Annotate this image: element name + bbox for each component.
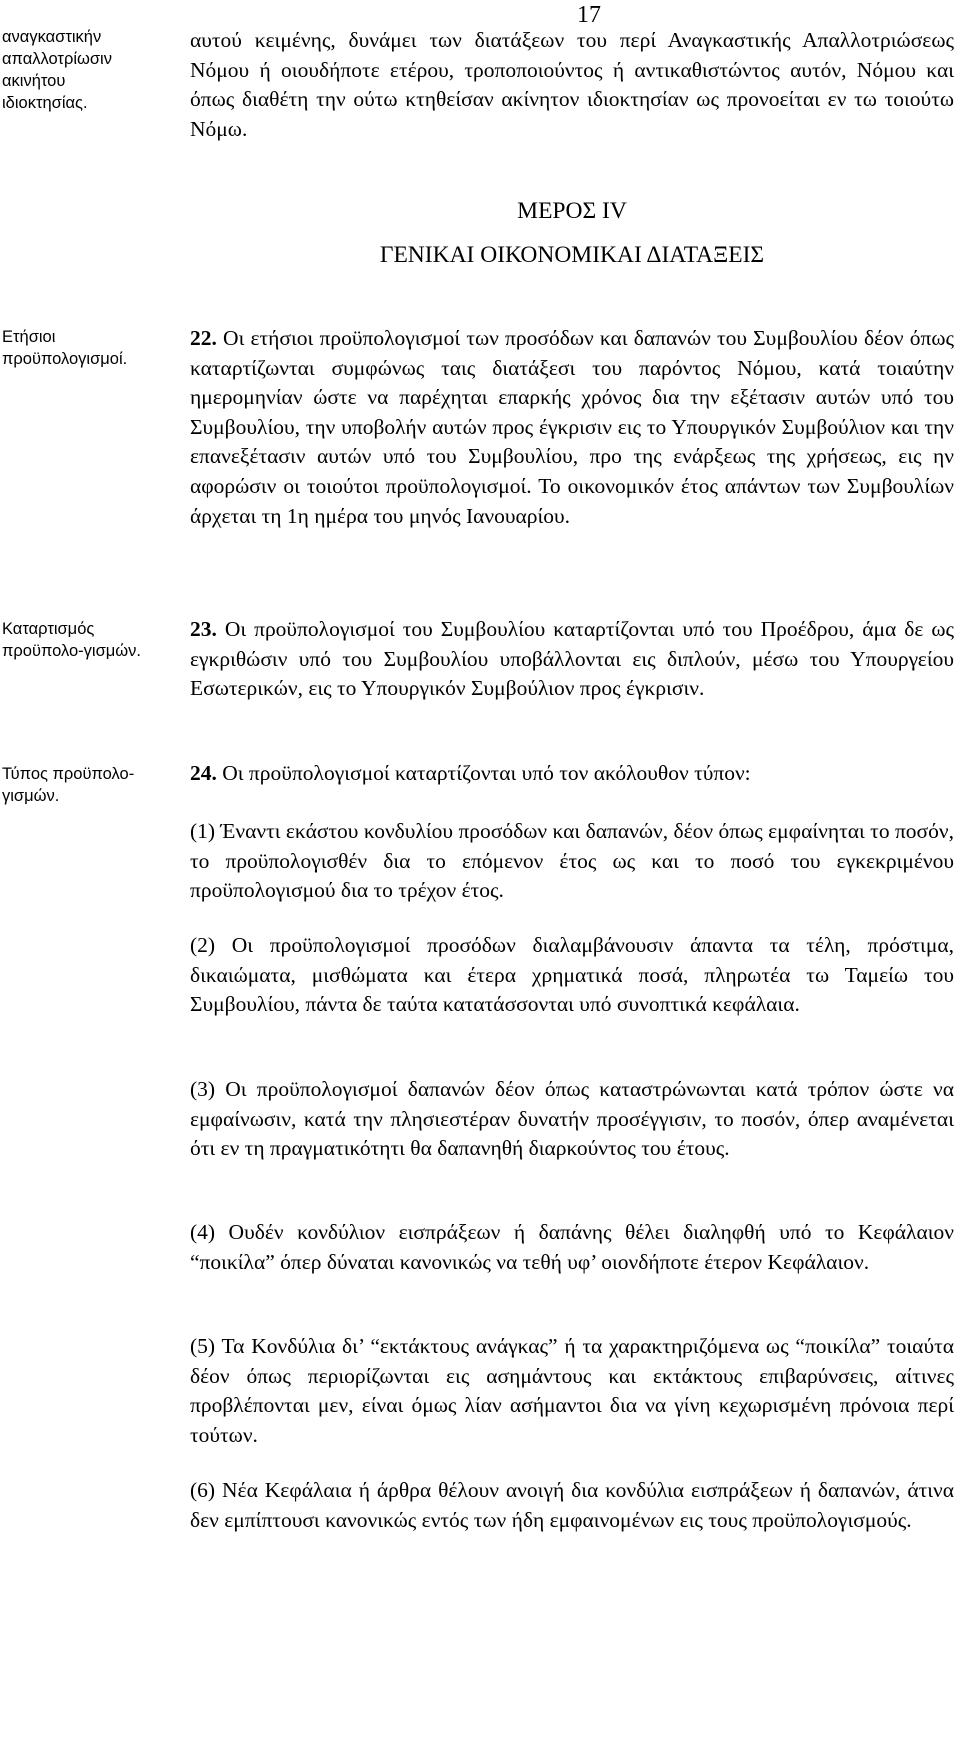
section-number: 23. bbox=[190, 617, 217, 641]
part-title: ΓΕΝΙΚΑΙ ΟΙΚΟΝΟΜΙΚΑΙ ΔΙΑΤΑΞΕΙΣ bbox=[379, 242, 765, 268]
section-text: Οι ετήσιοι προϋπολογισμοί των προσόδων και δαπανών του Συμβουλίου δέον όπως καταρτίζωνται συμφώνως ταις διατάξεσι του παρόντος Νόμου, κατά τοιαύτην ημερομηνίαν ώστε να παρέχηται επαρκής χρόνος δια την εξέτασιν αυτών υπό του Συμβουλίου, την υποβολήν αυτών προς έγκρισιν εις το Υπουργικόν Συμβούλιον και την επανεξέτασιν αυτών υπό του Συμβουλίου, προ της ενάρξεως της χρήσεως, εις ην αφορώσιν οι τοιούτοι προϋπολογισμοί. Το οικονομικόν έτος απάντων των Συμβουλίων άρχεται τη 1η ημέρα του μηνός Ιανουαρίου. bbox=[190, 326, 955, 528]
section-23 bbox=[190, 615, 954, 704]
page-number: 17 bbox=[577, 2, 601, 28]
subsection-2: (2) Οι προϋπολογισμοί προσόδων διαλαμβάνουσιν άπαντα τα τέλη, πρόστιμα, δικαιώματα, μισθώματα και έτερα χρηματικά ποσά, πληρωτέα τω Ταμείω του Συμβουλίου, πάντα δε ταύτα κατατάσσονται υπό συνοπτικά κεφάλαια. bbox=[190, 933, 954, 1017]
section-text: Οι προϋπολογισμοί καταρτίζονται υπό τον ακόλουθον τύπον: bbox=[222, 761, 751, 785]
subsection-4: (4) Ουδέν κονδύλιον εισπράξεων ή δαπάνης θέλει διαληφθή υπό το Κεφάλαιον “ποικίλα” όπερ δύναται κανονικώς να τεθή υφ’ οιονδήποτε έτερον Κεφάλαιον. bbox=[190, 1220, 954, 1274]
part-heading: ΜΕΡΟΣ IV bbox=[517, 198, 627, 224]
margin-note-budget-form: Τύπος προϋπολο-γισμών. bbox=[2, 765, 135, 805]
margin-note-budget-preparation: Καταρτισμός προϋπολο-γισμών. bbox=[2, 620, 141, 660]
margin-note-expropriation: αναγκαστικήν απαλλοτρίωσιν ακινήτου ιδιοκτησίας. bbox=[2, 28, 112, 112]
section-text: Οι προϋπολογισμοί του Συμβουλίου καταρτίζονται υπό του Προέδρου, άμα δε ως εγκριθώσιν υπό του Συμβουλίου υποβάλλονται εις διπλούν, μέσω του Υπουργείου Εσωτερικών, εις το Υπουργικόν Συμβούλιον προς έγκρισιν. bbox=[190, 617, 954, 701]
subsection-1: (1) Έναντι εκάστου κονδυλίου προσόδων και δαπανών, δέον όπως εμφαίνηται το ποσόν, το προϋπολογισθέν δια το επόμενον έτος ως και το ποσό του εγκεκριμένου προϋπολογισμού δια το τρέχον έτος. bbox=[190, 819, 954, 903]
section-number: 24. bbox=[190, 761, 217, 785]
margin-note-annual-budgets: Ετήσιοι προϋπολογισμοί. bbox=[2, 328, 128, 368]
subsection-5: (5) Τα Κονδύλια δι’ “εκτάκτους ανάγκας” ή τα χαρακτηριζόμενα ως “ποικίλα” τοιαύτα δέον όπως περιορίζωνται εις ασημάντους και εκτάκτους επιβαρύνσεις, αίτινες προβλέπονται μεν, είναι όμως λίαν ασήμαντοι δια να γίνη κεχωρισμένη πρόνοια περί τούτων. bbox=[190, 1334, 954, 1447]
section-22 bbox=[190, 324, 954, 531]
subsection-6: (6) Νέα Κεφάλαια ή άρθρα θέλουν ανοιγή δια κονδύλια εισπράξεων ή δαπανών, άτινα δεν εμπίπτουσι κανονικώς εντός των ήδη εμφαινομένων εις τους προϋπολογισμούς. bbox=[190, 1478, 954, 1532]
section-24 bbox=[190, 759, 954, 789]
intro-paragraph: αυτού κειμένης, δυνάμει των διατάξεων του περί Αναγκαστικής Απαλλοτριώσεως Νόμου ή οιουδήποτε ετέρου, τροποποιούντος ή αντικαθιστώντος αυτόν, Νόμου και όπως διαθέτη την ούτω κτηθείσαν ακίνητον ιδιοκτησίαν ως προνοείται εν τω τοιούτω Νόμω. bbox=[190, 28, 954, 141]
subsection-3: (3) Οι προϋπολογισμοί δαπανών δέον όπως καταστρώνωνται κατά τρόπον ώστε να εμφαίνωσιν, κατά την πλησιεστέραν δυνατήν προσέγγισιν, το ποσόν, όπερ αναμένεται ότι εν τη πραγματικότητι θα δαπανηθή διαρκούντος του έτους. bbox=[190, 1077, 954, 1161]
section-number: 22. bbox=[190, 326, 217, 350]
